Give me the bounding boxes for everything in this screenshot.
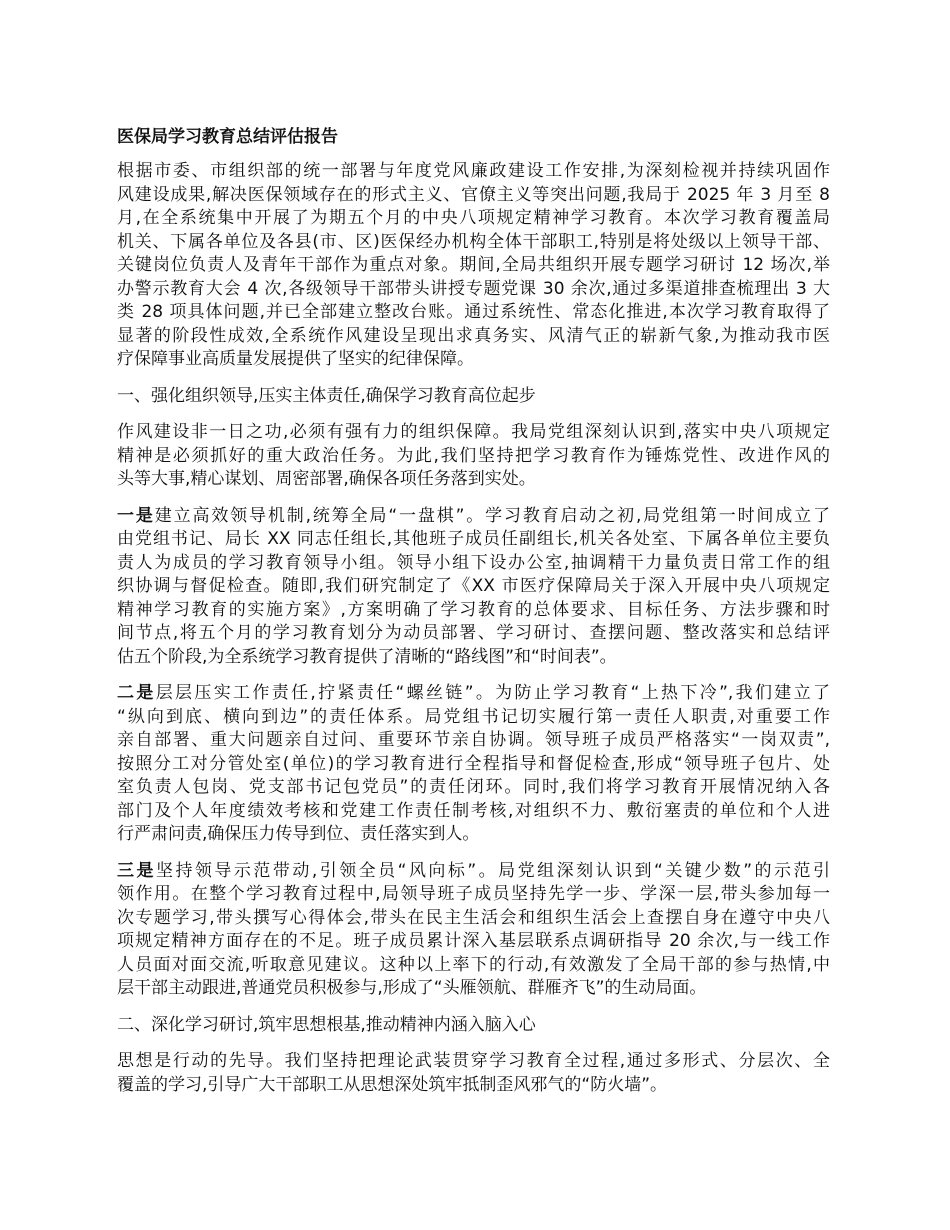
text-line: 由党组书记、局长 XX 同志任组长,其他班子成员任副组长,机关各处室、下属各单位主要负: [117, 529, 830, 549]
text-line: 责人为成员的学习教育领导小组。领导小组下设办公室,抽调精干力量负责日常工作的组: [117, 552, 830, 573]
text-line: 次专题学习,带头撰写心得体会,带头在民主生活会和组织生活会上查摆自身在遵守中央八: [117, 907, 830, 928]
text-line: 月,在全系统集中开展了为期五个月的中央八项规定精神学习教育。本次学习教育覆盖局: [117, 208, 830, 228]
text-line: 办警示教育大会 4 次,各级领导干部带头讲授专题党课 30 余次,通过多渠道排查梳理出 3 大: [117, 278, 830, 299]
text-line: 项规定精神方面存在的不足。班子成员累计深入基层联系点调研指导 20 余次,与一线工作: [117, 931, 830, 951]
text-line: 间节点,将五个月的学习教育划分为动员部署、学习研讨、查摆问题、整改落实和总结评: [117, 623, 830, 643]
line-text: 层层压实工作责任,拧紧责任“螺丝链”。为防止学习教育“上热下冷”,我们建立了: [155, 683, 830, 703]
line-text: 坚持领导示范带动,引领全员“风向标”。局党组深刻认识到“关键少数”的示范引: [155, 860, 830, 881]
text-line: 类 28 项具体问题,并已全部建立整改台账。通过系统性、常态化推进,本次学习教育取得了: [117, 302, 830, 322]
section-heading-1: [117, 385, 830, 409]
text-line: 织协调与督促检查。随即,我们研究制定了《XX 市医疗保障局关于深入开展中央八项规定: [117, 576, 830, 596]
text-line: 思想是行动的先导。我们坚持把理论武装贯穿学习教育全过程,通过多形式、分层次、全: [117, 1051, 830, 1071]
text-line: 精神是必须抓好的重大政治任务。为此,我们坚持把学习教育作为锤炼党性、改进作风的: [117, 445, 830, 466]
text-line: 亲自部署、重大问题亲自过问、重要环节亲自协调。领导班子成员严格落实“一岗双责”,: [117, 730, 830, 750]
text-line: 关键岗位负责人及青年干部作为重点对象。期间,全局共组织开展专题学习研讨 12 场次,举: [117, 255, 830, 275]
text-line: 头等大事,精心谋划、周密部署,确保各项任务落到实处。: [117, 469, 536, 489]
bold-lead-text: 三是: [117, 860, 156, 881]
text-line: 按照分工对分管处室(单位)的学习教育进行全程指导和督促检查,形成“领导班子包片、处: [117, 753, 830, 774]
document-title: 医保局学习教育总结评估报告: [117, 127, 338, 147]
bold-lead-text: 二是: [117, 683, 156, 703]
text-line: 显著的阶段性成效,全系统作风建设呈现出求真务实、风清气正的崭新气象,为推动我市医: [117, 325, 830, 346]
text-line: 根据市委、市组织部的统一部署与年度党风廉政建设工作安排,为深刻检视并持续巩固作: [117, 161, 830, 181]
text-line: 疗保障事业高质量发展提供了坚实的纪律保障。: [117, 349, 474, 369]
text-line: 作风建设非一日之功,必须有强有力的组织保障。我局党组深刻认识到,落实中央八项规定: [117, 422, 830, 442]
text-line: 人员面对面交流,听取意见建议。这种以上率下的行动,有效激发了全局干部的参与热情,中: [117, 954, 830, 975]
text-line: 室负责人包岗、党支部书记包党员”的责任闭环。同时,我们将学习教育开展情况纳入各: [117, 777, 830, 797]
text-line: 估五个阶段,为全系统学习教育提供了清晰的“路线图”和“时间表”。: [117, 646, 617, 667]
point-two-paragraph: [117, 682, 830, 847]
text-line: [117, 682, 830, 706]
text-line: “纵向到底、横向到边”的责任体系。局党组书记切实履行第一责任人职责,对重要工作: [117, 706, 830, 727]
text-line: 风建设成果,解决医保领域存在的形式主义、官僚主义等突出问题,我局于 2025 年 3 月至 8: [117, 184, 830, 205]
section-2-intro-paragraph: [117, 1050, 830, 1097]
bold-lead-text: 一是: [117, 505, 155, 526]
point-three-paragraph: [117, 860, 830, 1001]
text-line: 领作用。在整个学习教育过程中,局领导班子成员坚持先学一步、学深一层,带头参加每一: [117, 884, 830, 904]
text-line: 精神学习教育的实施方案》,方案明确了学习教育的总体要求、目标任务、方法步骤和时: [117, 599, 830, 620]
section-heading-text: 二、深化学习研讨,筑牢思想根基,推动精神内涵入脑入心: [117, 1014, 536, 1035]
text-line: 机关、下属各单位及各县(市、区)医保经办机构全体干部职工,特别是将处级以上领导干部、: [117, 231, 830, 252]
document-body: [117, 125, 830, 1110]
text-line: 部门及个人年度绩效考核和党建工作责任制考核,对组织不力、敷衍塞责的单位和个人进: [117, 800, 830, 821]
text-line: [117, 505, 830, 529]
text-line: 覆盖的学习,引导广大干部职工从思想深处筑牢抵制歪风邪气的“防火墙”。: [117, 1074, 668, 1095]
text-line: [117, 860, 830, 884]
intro-paragraph: [117, 160, 830, 372]
section-heading-text: 一、强化组织领导,压实主体责任,确保学习教育高位起步: [117, 385, 536, 406]
section-1-intro-paragraph: [117, 421, 830, 492]
text-line: 行严肃问责,确保压力传导到位、责任落实到人。: [117, 824, 480, 844]
section-heading-2: [117, 1014, 830, 1038]
text-line: 层干部主动跟进,普通党员积极参与,形成了“头雁领航、群雁齐飞”的生动局面。: [117, 978, 707, 998]
line-text: 建立高效领导机制,统筹全局“一盘棋”。学习教育启动之初,局党组第一时间成立了: [154, 505, 831, 526]
point-one-paragraph: [117, 505, 830, 670]
